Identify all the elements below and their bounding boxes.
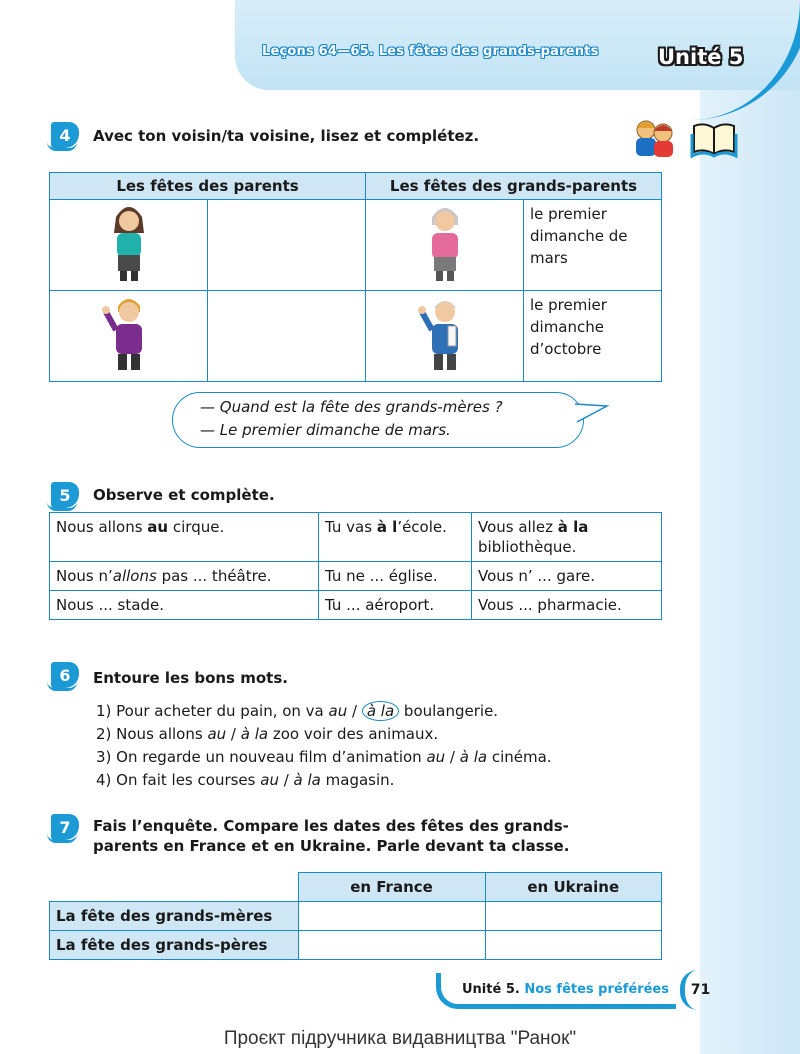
answer-cell[interactable]: [485, 931, 662, 960]
choice-au[interactable]: au: [260, 771, 279, 789]
grandmother-date-cell: le premier dimanche de mars: [524, 200, 662, 291]
exercise-6-title: Entoure les bons mots.: [93, 669, 288, 687]
table-cell: Vous allez à la bibliothèque.: [472, 513, 662, 562]
mother-picture-cell: [50, 200, 208, 291]
list-item: 4) On fait les courses au / à la magasin.: [96, 771, 395, 789]
grandmother-figure: [422, 203, 468, 283]
table-cell: Tu vas à l’école.: [319, 513, 472, 562]
father-figure: [102, 294, 156, 374]
father-picture-cell: [50, 291, 208, 382]
list-item: 1) Pour acheter du pain, on va au / à la boulangerie.: [96, 702, 499, 720]
choice-a-la[interactable]: à la: [293, 771, 321, 789]
grandparents-survey-table: [49, 872, 662, 960]
mother-answer-cell[interactable]: [208, 200, 366, 291]
choice-au[interactable]: au: [207, 725, 227, 743]
exercise-7-title-line-2: parents en France et en Ukraine. Parle devant ta classe.: [93, 837, 570, 855]
dialogue-bubble-tail: [575, 402, 609, 424]
exercise-6-list: [96, 700, 552, 792]
table-cell: Tu ne ... église.: [319, 562, 472, 591]
table-header-parents: Les fêtes des parents: [50, 173, 366, 200]
dialogue-line-2: — Le premier dimanche de mars.: [200, 421, 451, 439]
choice-au[interactable]: au: [328, 702, 348, 720]
table-cell: Vous n’ ... gare.: [472, 562, 662, 591]
pair-work-icon: [632, 118, 676, 160]
table-cell: Vous ... pharmacie.: [472, 591, 662, 620]
row-header-grandfathers: La fête des grands-pères: [50, 931, 299, 960]
table-cell: Nous ... stade.: [50, 591, 319, 620]
dialogue-line-1: — Quand est la fête des grands-mères ?: [200, 398, 503, 416]
verb-aller-table: [49, 512, 662, 620]
exercise-5-number: 5: [51, 482, 79, 508]
choice-a-la[interactable]: à la: [240, 725, 269, 743]
exercise-4-number: 4: [51, 122, 79, 148]
choice-a-la-circled[interactable]: à la: [362, 701, 399, 721]
open-book-icon: [690, 120, 738, 158]
row-header-grandmothers: La fête des grands-mères: [50, 902, 299, 931]
grandmother-picture-cell: [366, 200, 524, 291]
table-cell: Nous allons au cirque.: [50, 513, 319, 562]
exercise-5-title: Observe et complète.: [93, 486, 275, 504]
choice-au[interactable]: au: [426, 748, 446, 766]
column-header-france: en France: [298, 873, 485, 902]
father-answer-cell[interactable]: [208, 291, 366, 382]
column-header-ukraine: en Ukraine: [485, 873, 662, 902]
exercise-6-number: 6: [51, 662, 79, 688]
choice-a-la[interactable]: à la: [459, 748, 488, 766]
lesson-title: Leçons 64—65. Les fêtes des grands-parents: [262, 44, 599, 59]
publisher-project-note: Проєкт підручника видавництва "Ранок": [223, 1028, 577, 1049]
list-item: 2) Nous allons au / à la zoo voir des animaux.: [96, 725, 439, 743]
footer-unit-label: Unité 5. Nos fêtes préférées: [462, 982, 669, 997]
page-side-band: [700, 0, 800, 1054]
table-header-grandparents: Les fêtes des grands-parents: [366, 173, 662, 200]
grandfather-figure: [418, 294, 472, 374]
parents-holidays-table: [49, 172, 662, 382]
table-cell: Nous n’allons pas ... théâtre.: [50, 562, 319, 591]
answer-cell[interactable]: [298, 902, 485, 931]
list-item: 3) On regarde un nouveau film d’animation au / à la cinéma.: [96, 748, 552, 766]
mother-figure: [106, 203, 152, 283]
exercise-7-number: 7: [51, 814, 79, 840]
grandfather-date-cell: le premier dimanche d’octobre: [524, 291, 662, 382]
empty-corner-cell: [50, 873, 299, 902]
table-cell: Tu ... aéroport.: [319, 591, 472, 620]
unit-title: Unité 5: [658, 45, 744, 69]
exercise-4-title: Avec ton voisin/ta voisine, lisez et complétez.: [93, 127, 480, 145]
grandfather-picture-cell: [366, 291, 524, 382]
answer-cell[interactable]: [298, 931, 485, 960]
answer-cell[interactable]: [485, 902, 662, 931]
exercise-7-title-line-1: Fais l’enquête. Compare les dates des fêtes des grands-: [93, 817, 569, 835]
page-number: 71: [680, 970, 716, 1010]
